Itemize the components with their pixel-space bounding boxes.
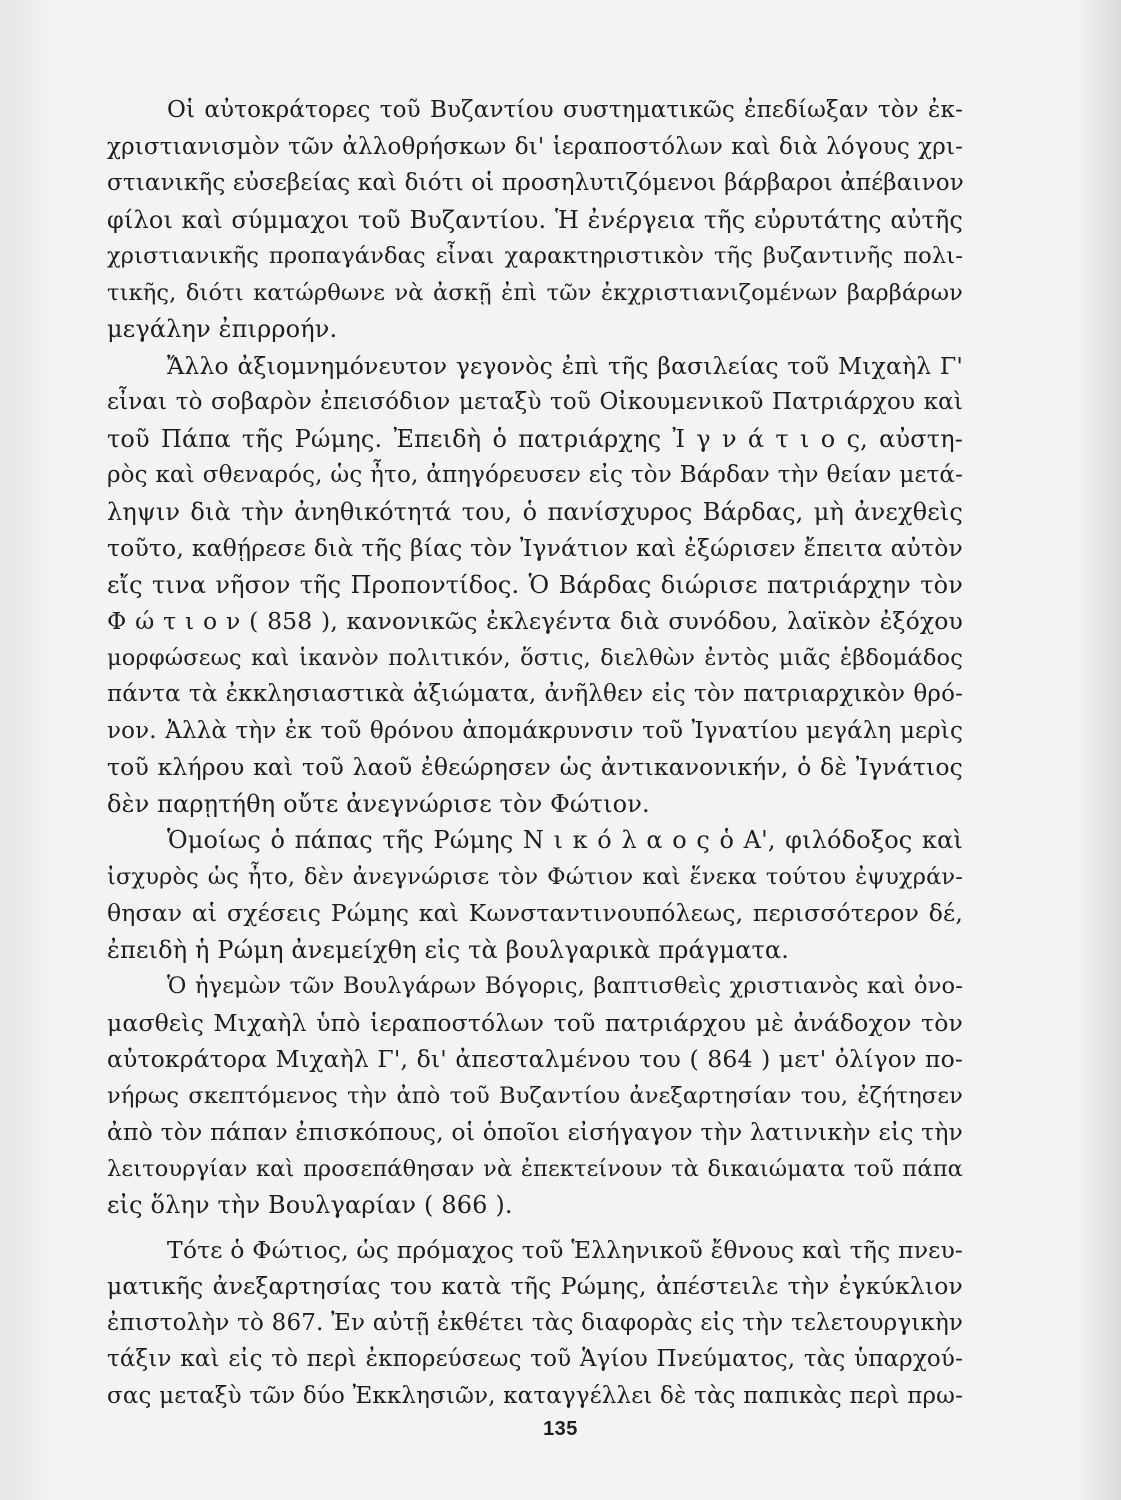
paragraph-3 <box>107 822 963 968</box>
text-line: φίλοι καὶ σύμμαχοι τοῦ Βυζαντίου. Ἡ ἐνέργεια τῆς εὐρυτάτης αὐτῆς <box>107 205 963 234</box>
text-line: σας μεταξὺ τῶν δύο Ἐκκλησιῶν, καταγγέλλει δὲ τὰς παπικὰς περὶ πρω- <box>107 1382 963 1409</box>
text-line: εἶναι τὸ σοβαρὸν ἐπεισόδιον μεταξὺ τοῦ Οἰκουμενικοῦ Πατριάρχου καὶ <box>107 389 963 415</box>
text-line: νον. Ἀλλὰ τὴν ἐκ τοῦ θρόνου ἀπομάκρυνσιν τοῦ Ἰγνατίου μεγάλη μερὶς <box>107 717 963 744</box>
text-line: δὲν παρῃτήθη οὔτε ἀνεγνώρισε τὸν Φώτιον. <box>107 789 650 818</box>
text-line: πάντα τὰ ἐκκλησιαστικὰ ἀξιώματα, ἀνῆλθεν εἰς τὸν πατριαρχικὸν θρό- <box>107 681 963 707</box>
text-line: ἰσχυρὸς ὡς ἦτο, δὲν ἀνεγνώρισε τὸν Φώτιον καὶ ἕνεκα τούτου ἐψυχράν- <box>107 863 963 890</box>
page-shadow-right <box>1076 0 1121 1500</box>
text-line: στιανικῆς εὐσεβείας καὶ διότι οἱ προσηλυτιζόμενοι βάρβαροι ἀπέβαινον <box>107 170 964 196</box>
text-line: Φ ώ τ ι ο ν ( 858 ), κανονικῶς ἐκλεγέντα διὰ συνόδου, λαϊκὸν ἐξόχου <box>107 607 963 635</box>
text-line: εἰς ὅλην τὴν Βουλγαρίαν ( 866 ). <box>107 1191 513 1219</box>
text-line: τοῦ Πάπα τῆς Ρώμης. Ἐπειδὴ ὁ πατριάρχης Ἰ γ ν ά τ ι ο ς, αὐστη- <box>107 424 963 453</box>
text-line: ἀπὸ τὸν πάπαν ἐπισκόπους, οἱ ὁποῖοι εἰσήγαγον τὴν λατινικὴν εἰς τὴν <box>107 1118 963 1146</box>
paragraph-spacer <box>107 1224 963 1232</box>
text-line: ἐπειδὴ ἡ Ρώμη ἀνεμείχθη εἰς τὰ βουλγαρικὰ πράγματα. <box>107 935 790 964</box>
text-line: εἴς τινα νῆσον τῆς Προποντίδος. Ὁ Βάρδας διώρισε πατριάρχην τὸν <box>107 570 963 599</box>
text-line: Ὁμοίως ὁ πάπας τῆς Ρώμης Ν ι κ ό λ α ο ς ὁ Α', φιλόδοξος καὶ <box>167 826 963 854</box>
page-number: 135 <box>543 1418 578 1440</box>
text-line: τοῦτο, καθῄρεσε διὰ τῆς βίας τὸν Ἰγνάτιον καὶ ἐξώρισεν ἔπειτα αὐτὸν <box>107 534 963 562</box>
text-line: χριστιανικῆς προπαγάνδας εἶναι χαρακτηριστικὸν τῆς βυζαντινῆς πολι- <box>107 243 963 269</box>
text-line: ληψιν διὰ τὴν ἀνηθικότητά του, ὁ πανίσχυρος Βάρδας, μὴ ἀνεχθεὶς <box>107 497 963 526</box>
text-line: θησαν αἱ σχέσεις Ρώμης καὶ Κωνσταντινουπόλεως, περισσότερον δέ, <box>107 899 963 927</box>
text-line: ρὸς καὶ σθεναρός, ὡς ἦτο, ἀπηγόρευσεν εἰς τὸν Βάρδαν τὴν θείαν μετά- <box>107 462 963 488</box>
text-line: Τότε ὁ Φώτιος, ὡς πρόμαχος τοῦ Ἑλληνικοῦ ἔθνους καὶ τῆς πνευ- <box>167 1235 963 1264</box>
text-line: μορφώσεως καὶ ἱκανὸν πολιτικόν, ὅστις, διελθὼν ἐντὸς μιᾶς ἑβδομάδος <box>107 644 963 671</box>
paragraph-5 <box>107 1232 963 1415</box>
body-text <box>107 92 963 1414</box>
text-line: νήρως σκεπτόμενος τὴν ἀπὸ τοῦ Βυζαντίου ἀνεξαρτησίαν του, ἐζήτησεν <box>107 1082 963 1109</box>
text-line: ματικῆς ἀνεξαρτησίας του κατὰ τῆς Ρώμης, ἀπέστειλε τὴν ἐγκύκλιον <box>107 1272 963 1300</box>
page-shadow-left <box>0 0 60 1500</box>
paragraph-4 <box>107 968 963 1224</box>
paragraph-1 <box>107 92 963 348</box>
text-line: λειτουργίαν καὶ προσεπάθησαν νὰ ἐπεκτείνουν τὰ δικαιώματα τοῦ πάπα <box>107 1155 963 1182</box>
text-line: ἐπιστολὴν τὸ 867. Ἐν αὐτῇ ἐκθέτει τὰς διαφορὰς εἰς τὴν τελετουργικὴν <box>107 1309 963 1336</box>
text-line: χριστιανισμὸν τῶν ἀλλοθρήσκων δι' ἱεραποστόλων καὶ διὰ λόγους χρι- <box>107 133 963 160</box>
text-line: Ἄλλο ἀξιομνημόνευτον γεγονὸς ἐπὶ τῆς βασιλείας τοῦ Μιχαὴλ Γ' <box>167 351 963 380</box>
text-line: Οἱ αὐτοκράτορες τοῦ Βυζαντίου συστηματικῶς ἐπεδίωξαν τὸν ἐκ- <box>167 97 963 123</box>
text-line: τοῦ κλήρου καὶ τοῦ λαοῦ ἐθεώρησεν ὡς ἀντικανονικήν, ὁ δὲ Ἰγνάτιος <box>107 753 963 781</box>
text-line: τικῆς, διότι κατώρθωνε νὰ ἀσκῇ ἐπὶ τῶν ἐκχριστιανιζομένων βαρβάρων <box>107 279 963 306</box>
text-line: τάξιν καὶ εἰς τὸ περὶ ἐκπορεύσεως τοῦ Ἁγίου Πνεύματος, τὰς ὑπαρχού- <box>107 1346 963 1372</box>
text-line: μασθεὶς Μιχαὴλ ὑπὸ ἱεραποστόλων τοῦ πατριάρχου μὲ ἀνάδοχον τὸν <box>107 1008 963 1037</box>
text-line: Ὁ ἡγεμὼν τῶν Βουλγάρων Βόγορις, βαπτισθεὶς χριστιανὸς καὶ ὀνο- <box>167 973 963 999</box>
text-line: αὐτοκράτορα Μιχαὴλ Γ', δι' ἀπεσταλμένου του ( 864 ) μετ' ὀλίγον πο- <box>107 1045 963 1073</box>
text-line: μεγάλην ἐπιρροήν. <box>107 315 338 343</box>
paragraph-2 <box>107 348 963 823</box>
